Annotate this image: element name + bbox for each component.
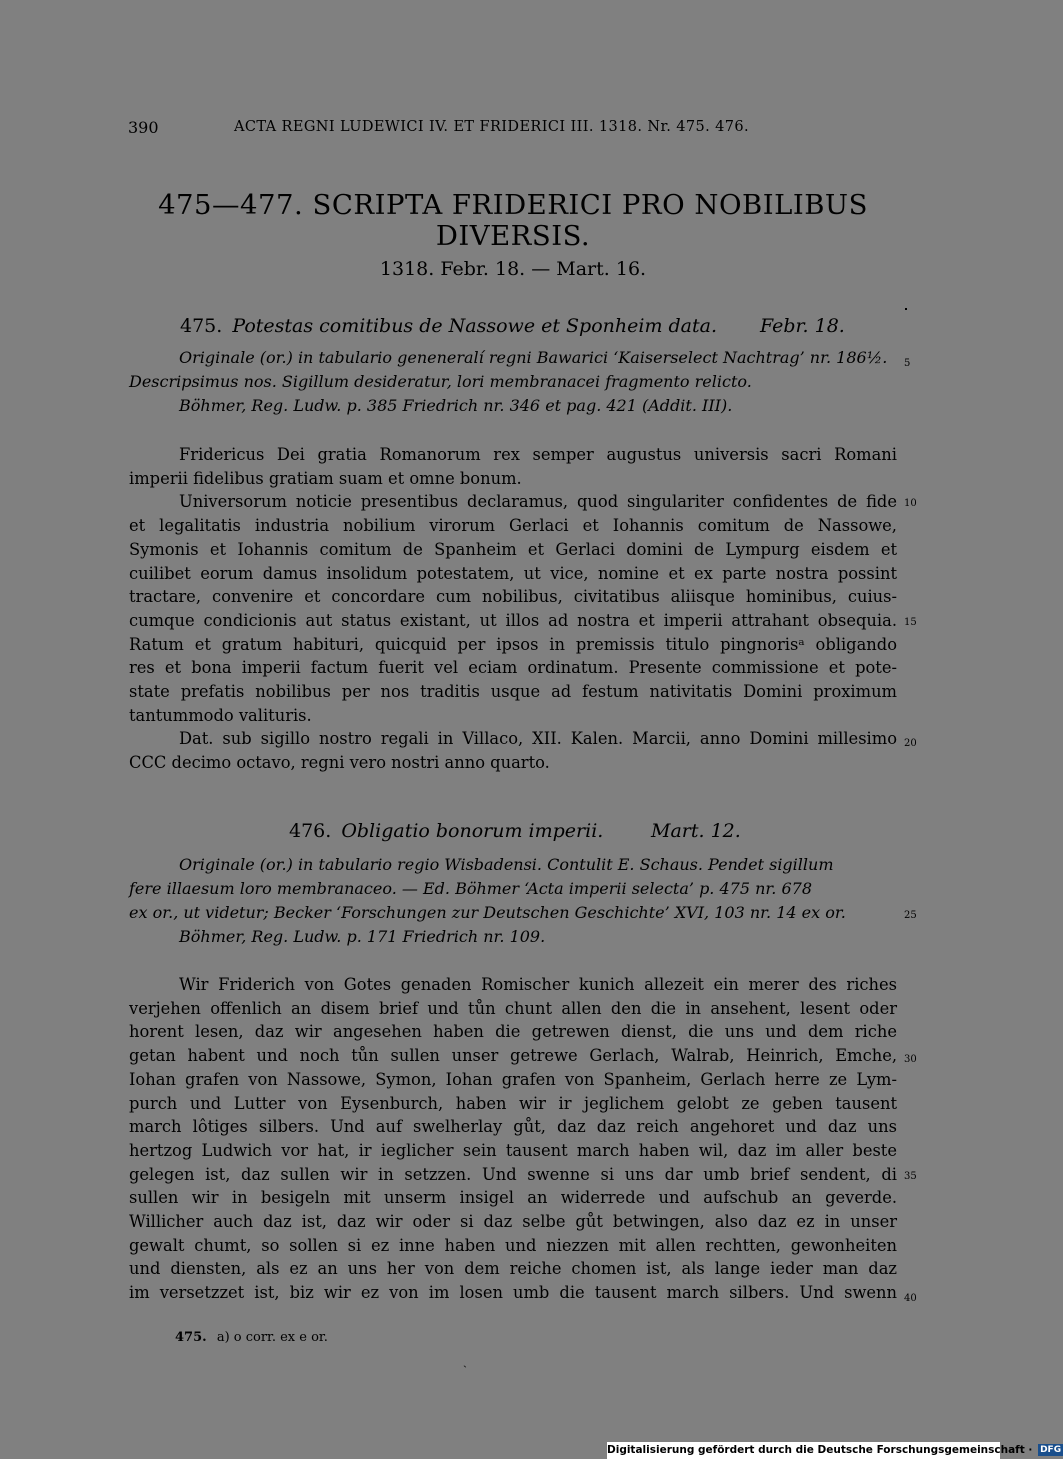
doc-476-line: gelegen ist, daz sullen wir in setzzen. Und swenne si uns dar umb brief sendent, di xyxy=(129,1164,897,1184)
page-number: 390 xyxy=(128,118,159,137)
doc-475-line: Ratum et gratum habituri, quicquid per ipsos in premissis titulo pingnorisᵃ obligando xyxy=(129,634,897,654)
footer-text: Digitalisierung gefördert durch die Deutsche Forschungsgemeinschaft · xyxy=(607,1444,1033,1456)
doc-476-line: Willicher auch daz ist, daz wir oder si daz selbe gůt betwingen, also daz ez in unser xyxy=(129,1212,897,1232)
doc-475-line: Universorum noticie presentibus declaramus, quod singulariter confidentes de fide xyxy=(179,492,897,512)
margin-line-number: 35 xyxy=(904,1171,917,1182)
doc-476-line: im versetzzet ist, biz wir ez von im losen umb die tausent march silbers. Und swenn xyxy=(129,1283,897,1303)
footnote-text: a) o corr. ex e or. xyxy=(216,1330,328,1345)
doc-476-note-2: fere illaesum loro membranaceo. — Ed. Böhmer ‘Acta imperii selecta’ p. 475 nr. 678 xyxy=(129,879,813,898)
doc-476-line: Wir Friderich von Gotes genaden Romischer kunich allezeit ein merer des riches xyxy=(179,975,897,994)
doc-475-line: Symonis et Iohannis comitum de Spanheim et Gerlaci domini de Lympurg eisdem et xyxy=(129,539,897,559)
doc-475-date: Febr. 18. xyxy=(760,315,845,337)
doc-476-note-1: Originale (or.) in tabulario regio Wisbadensi. Contulit E. Schaus. Pendet sigillum xyxy=(179,855,834,874)
margin-line-number: 15 xyxy=(904,617,917,628)
doc-475-line: CCC decimo octavo, regni vero nostri anno quarto. xyxy=(129,753,550,773)
margin-line-number: 5 xyxy=(904,358,911,369)
margin-line-number: 25 xyxy=(904,910,917,921)
footnote xyxy=(175,1330,328,1345)
section-title-line-1: 475—477. SCRIPTA FRIDERICI PRO NOBILIBUS xyxy=(158,189,868,221)
doc-476-date: Mart. 12. xyxy=(651,820,741,842)
doc-476-line: sullen wir in besigeln mit unserm insigel an widerrede und aufschub an geverde. xyxy=(129,1188,897,1208)
running-title: ACTA REGNI LUDEWICI IV. ET FRIDERICI III. 1318. Nr. 475. 476. xyxy=(234,119,750,135)
ink-mark: ˎ xyxy=(463,1354,467,1368)
doc-475-line: Dat. sub sigillo nostro regali in Villaco, XII. Kalen. Marcii, anno Domini millesimo xyxy=(179,729,897,749)
doc-476-notes xyxy=(129,853,899,949)
doc-476-line: verjehen offenlich an disem brief und tůn chunt allen den die in ansehent, lesent oder xyxy=(129,998,897,1018)
doc-475-line: tractare, convenire et concordare cum nobilibus, civitatibus aliisque hominibus, cuius- xyxy=(129,587,897,607)
doc-476-line: purch und Lutter von Eysenburch, haben wir ir jeglichem gelobt ze geben tausent xyxy=(129,1093,897,1113)
section-title xyxy=(128,190,898,252)
section-date: 1318. Febr. 18. — Mart. 16. xyxy=(379,258,647,280)
doc-475-notes xyxy=(129,346,899,418)
doc-475-line: imperii fidelibus gratiam suam et omne bonum. xyxy=(129,468,522,488)
margin-line-number: 30 xyxy=(904,1054,917,1065)
doc-476-line: march lôtiges silbers. Und auf swelherlay gůt, daz daz reich angehoret und daz uns xyxy=(129,1117,897,1137)
doc-476-number: 476. xyxy=(289,820,332,842)
doc-476-line: Iohan grafen von Nassowe, Symon, Iohan grafen von Spanheim, Gerlach herre ze Lym- xyxy=(129,1069,897,1089)
doc-475-line: res et bona imperii factum fuerit vel eciam ordinatum. Presente commissione et pote- xyxy=(129,658,897,678)
dfg-logo: DFG xyxy=(1040,1445,1062,1455)
margin-line-number: 20 xyxy=(904,738,917,749)
doc-475-line: cuilibet eorum damus insolidum potestatem, ut vice, nomine et ex parte nostra possint xyxy=(129,563,897,583)
doc-475-line: cumque condicionis aut status existant, ut illos ad nostra et imperii attrahant obsequia. xyxy=(129,610,897,630)
doc-475-line: Fridericus Dei gratia Romanorum rex semper augustus universis sacri Romani xyxy=(179,445,897,464)
doc-476-line: getan habent und noch tůn sullen unser getrewe Gerlach, Walrab, Heinrich, Emche, xyxy=(129,1046,897,1066)
doc-476-note-4: Böhmer, Reg. Ludw. p. 171 Friedrich nr. 109. xyxy=(179,927,546,946)
doc-475-heading xyxy=(180,315,900,337)
doc-476-text xyxy=(129,973,897,1305)
doc-475-title: Potestas comitibus de Nassowe et Sponheim data. xyxy=(232,315,717,337)
ink-speck xyxy=(905,308,907,310)
doc-475-line: tantummodo valituris. xyxy=(129,705,312,725)
digitization-footer xyxy=(607,1442,1062,1459)
footnote-ref: 475. xyxy=(175,1330,207,1345)
doc-476-note-3: ex or., ut videtur; Becker ‘Forschungen zur Deutschen Geschichte’ XVI, 103 nr. 14 ex or. xyxy=(129,903,846,922)
doc-476-title: Obligatio bonorum imperii. xyxy=(341,820,604,842)
doc-475-number: 475. xyxy=(180,315,223,337)
running-head xyxy=(128,118,788,140)
margin-line-number: 40 xyxy=(904,1293,917,1304)
doc-475-line: state prefatis nobilibus per nos traditis usque ad festum nativitatis Domini proximum xyxy=(129,682,897,702)
doc-476-heading xyxy=(289,820,889,842)
doc-475-text xyxy=(129,443,897,775)
doc-475-note-3: Böhmer, Reg. Ludw. p. 385 Friedrich nr. 346 et pag. 421 (Addit. III). xyxy=(179,396,733,415)
doc-476-line: horent lesen, daz wir angesehen haben die getrewen dienst, die uns und dem riche xyxy=(129,1022,897,1042)
section-title-line-2: DIVERSIS. xyxy=(435,220,591,252)
doc-475-note-1: Originale (or.) in tabulario geneneralí regni Bawarici ‘Kaiserselect Nachtrag’ nr. 186½. xyxy=(179,348,888,367)
doc-475-note-2: Descripsimus nos. Sigillum desideratur, lori membranacei fragmento relicto. xyxy=(129,372,752,391)
doc-476-line: und diensten, als ez an uns her von dem reiche chomen ist, als lange ieder man daz xyxy=(129,1259,897,1279)
doc-476-line: gewalt chumt, so sollen si ez inne haben und niezzen mit allen rechtten, gewonheiten xyxy=(129,1235,897,1255)
doc-475-line: et legalitatis industria nobilium virorum Gerlaci et Iohannis comitum de Nassowe, xyxy=(129,516,897,536)
margin-line-number: 10 xyxy=(904,498,917,509)
doc-476-line: hertzog Ludwich vor hat, ir ieglicher sein tausent march haben wil, daz im aller beste xyxy=(129,1140,897,1160)
